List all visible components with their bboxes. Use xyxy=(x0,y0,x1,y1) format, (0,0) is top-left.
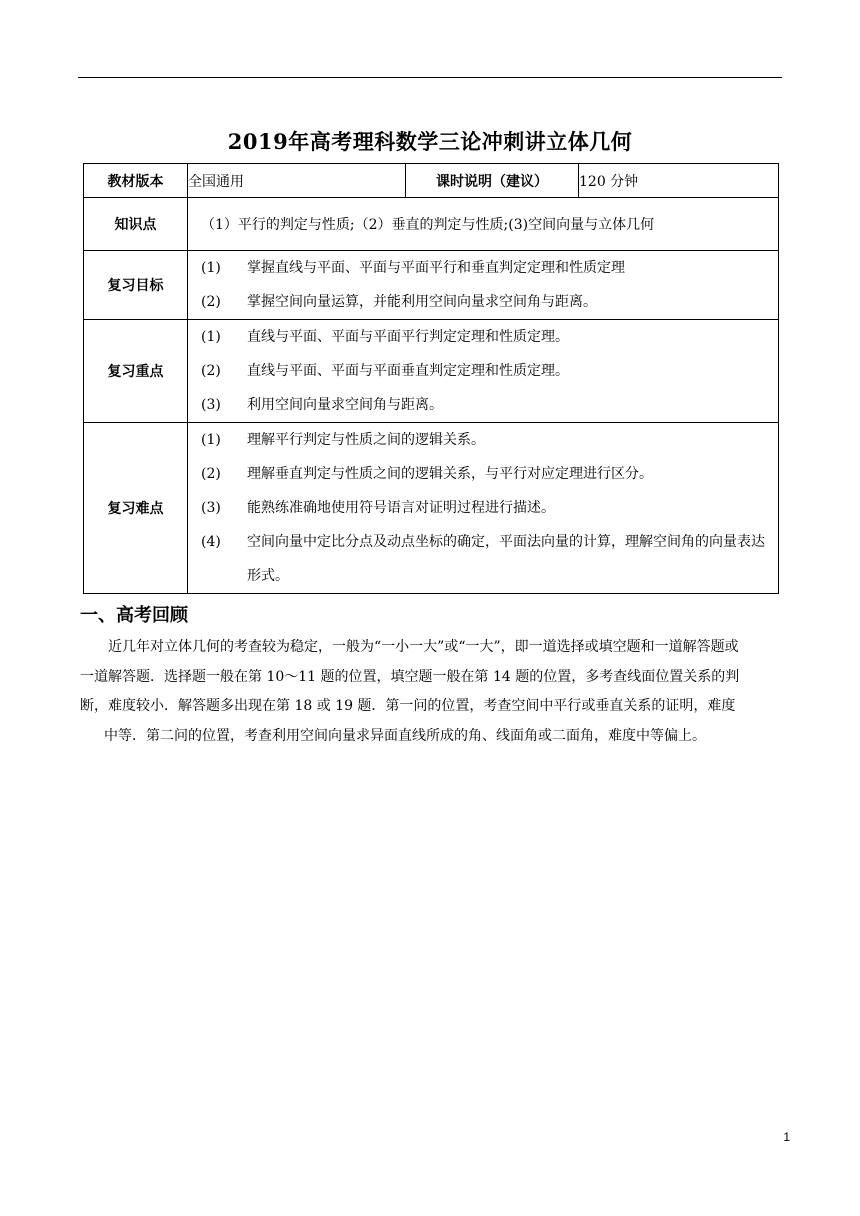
list-item xyxy=(188,388,778,422)
item-number: (3) xyxy=(201,397,221,413)
item-number: (2) xyxy=(201,363,221,379)
list-item xyxy=(188,457,778,491)
key-points-list xyxy=(188,320,779,423)
paragraph-line: 一道解答题．选择题一般在第 10～11 题的位置，填空题一般在第 14 题的位置，多考查线面位置关系的判 xyxy=(80,668,740,685)
version-value: 全国通用 xyxy=(188,164,406,198)
item-text: 掌握直线与平面、平面与平面平行和垂直判定定理和性质定理 xyxy=(247,260,625,276)
list-item xyxy=(188,251,778,285)
page-number: 1 xyxy=(783,1130,790,1144)
item-text: 直线与平面、平面与平面垂直判定定理和性质定理。 xyxy=(247,363,569,379)
key-points-label: 复习重点 xyxy=(84,320,188,423)
item-text: 利用空间向量求空间角与距离。 xyxy=(247,397,443,413)
hours-value: 120 分钟 xyxy=(579,164,779,198)
item-text: 空间向量中定比分点及动点坐标的确定，平面法向量的计算，理解空间角的向量表达形式。 xyxy=(247,534,765,584)
list-item xyxy=(188,491,778,525)
document-title: 2019年高考理科数学三论冲刺讲立体几何 xyxy=(227,129,633,154)
paragraph-line: 中等．第二问的位置，考查利用空间向量求异面直线所成的角、线面角或二面角，难度中等偏上。 xyxy=(104,727,706,744)
version-label: 教材版本 xyxy=(84,164,188,198)
item-text: 理解垂直判定与性质之间的逻辑关系，与平行对应定理进行区分。 xyxy=(247,466,653,482)
knowledge-label: 知识点 xyxy=(84,198,188,251)
item-text: 能熟练准确地使用符号语言对证明过程进行描述。 xyxy=(247,500,555,516)
goals-list xyxy=(188,251,779,320)
goals-label: 复习目标 xyxy=(84,251,188,320)
difficulties-list xyxy=(188,423,779,594)
item-number: (4) xyxy=(201,534,221,550)
list-item xyxy=(188,320,778,354)
item-number: (2) xyxy=(201,294,221,310)
table-row-goals xyxy=(84,251,779,320)
item-number: (1) xyxy=(201,329,221,345)
list-item xyxy=(188,354,778,388)
list-item xyxy=(188,423,778,457)
table-row-knowledge xyxy=(84,198,779,251)
difficulties-label: 复习难点 xyxy=(84,423,188,594)
table-row-key-points xyxy=(84,320,779,423)
item-number: (3) xyxy=(201,500,221,516)
list-item xyxy=(188,525,778,593)
item-number: (2) xyxy=(201,466,221,482)
table-row-difficulties xyxy=(84,423,779,594)
table-row-header xyxy=(84,164,779,198)
review-paragraph xyxy=(80,633,784,751)
item-number: (1) xyxy=(201,432,221,448)
lesson-plan-table xyxy=(83,163,779,594)
item-text: 掌握空间向量运算，并能利用空间向量求空间角与距离。 xyxy=(247,294,597,310)
item-text: 理解平行判定与性质之间的逻辑关系。 xyxy=(247,432,485,448)
item-text: 直线与平面、平面与平面平行判定定理和性质定理。 xyxy=(247,329,569,345)
hours-label: 课时说明（建议） xyxy=(406,164,579,198)
paragraph-line: 断，难度较小．解答题多出现在第 18 或 19 题．第一问的位置，考查空间中平行或垂直关系的证明，难度 xyxy=(80,698,736,714)
knowledge-value: （1）平行的判定与性质;（2）垂直的判定与性质;(3)空间向量与立体几何 xyxy=(188,198,779,251)
paragraph-line: 近几年对立体几何的考查较为稳定，一般为“一小一大”或“一大”，即一道选择或填空题和一道解答题或 xyxy=(108,639,739,655)
item-number: (1) xyxy=(201,260,221,276)
section-heading: 一、高考回顾 xyxy=(80,605,188,626)
header-rule xyxy=(78,77,782,78)
list-item xyxy=(188,285,778,319)
